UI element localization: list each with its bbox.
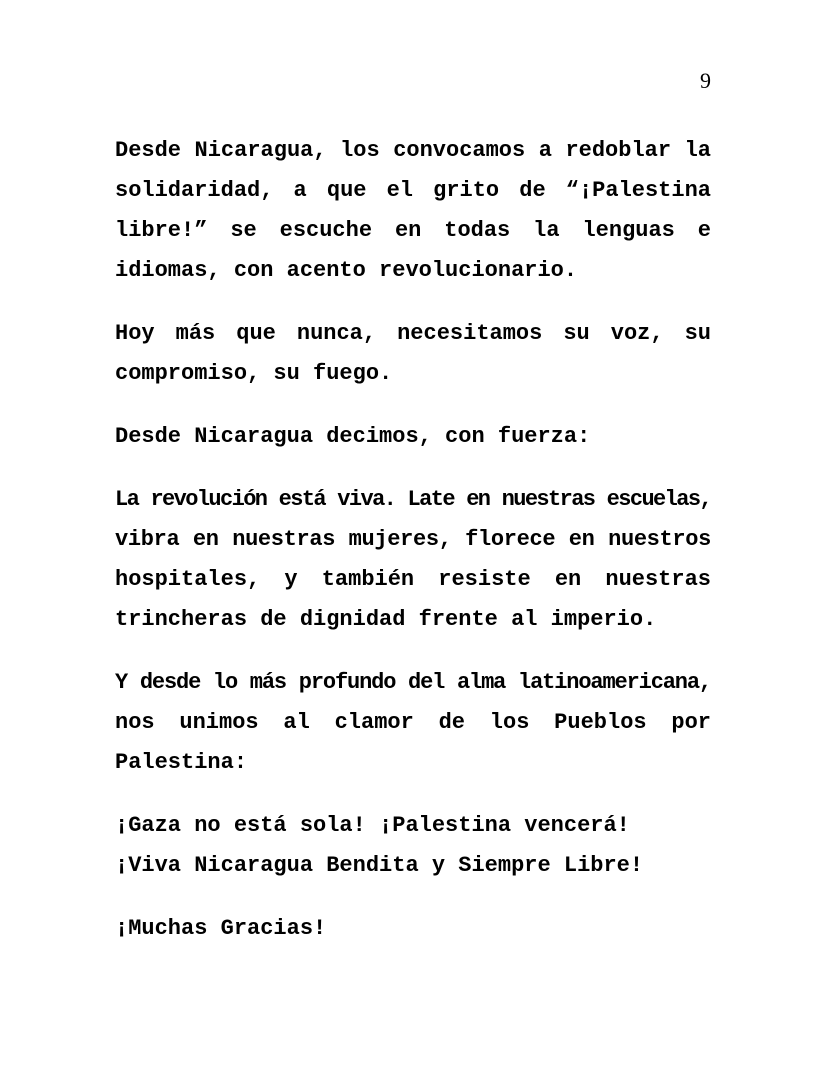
text-line: vibra en nuestras mujeres, florece en nuestros [115,527,711,552]
text-line: hospitales, y también resiste en nuestras [115,567,711,592]
paragraph [115,663,711,783]
text-line: Palestina: [115,750,248,775]
paragraph [115,909,711,949]
text-line: ¡Viva Nicaragua Bendita y Siempre Libre! [115,853,644,878]
paragraph [115,806,711,886]
paragraph [115,417,711,457]
text-line: Hoy más que nunca, necesitamos su voz, su [115,321,711,346]
text-line: nos unimos al clamor de los Pueblos por [115,710,711,735]
text-line: Desde Nicaragua decimos, con fuerza: [115,424,591,449]
paragraph [115,480,711,640]
text-line: Desde Nicaragua, los convocamos a redoblar la [115,138,711,163]
page-number: 9 [700,68,711,93]
text-line: La revolución está viva. Late en nuestras escuelas, [115,487,711,512]
paragraph [115,314,711,394]
text-line: Y desde lo más profundo del alma latinoamericana, [115,670,711,695]
text-line: ¡Muchas Gracias! [115,916,327,941]
text-line: compromiso, su fuego. [115,361,393,386]
text-line: libre!” se escuche en todas la lenguas e [115,218,711,243]
text-line: ¡Gaza no está sola! ¡Palestina vencerá! [115,813,630,838]
paragraph [115,131,711,291]
document-body [115,131,711,972]
text-line: solidaridad, a que el grito de “¡Palestina [115,178,711,203]
text-line: idiomas, con acento revolucionario. [115,258,578,283]
text-line: trincheras de dignidad frente al imperio. [115,607,657,632]
